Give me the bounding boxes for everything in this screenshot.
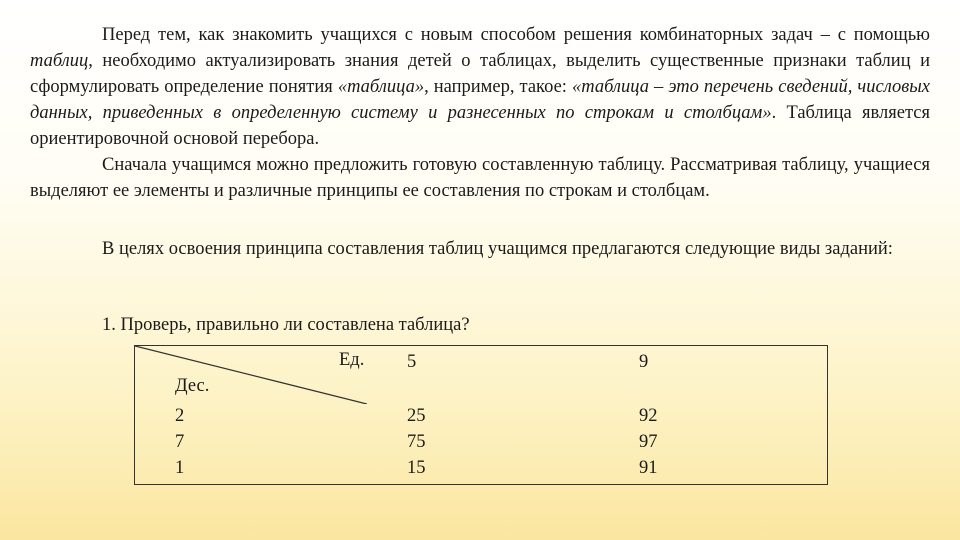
- diagonal-divider: [135, 346, 367, 404]
- table-cell: 75: [407, 432, 426, 452]
- second-paragraph: [30, 152, 930, 204]
- intro-text-3: , необходимо актуализировать знания детей о таблицах, выделить существенные признаки таблиц и сформулировать определение понятия: [30, 51, 930, 97]
- intro-paragraph: [30, 22, 930, 152]
- second-paragraph-text: Сначала учащимся можно предложить готовую составленную таблицу. Рассматривая таблицу, учащиеся выделяют ее элементы и различные принципы ее составления по строкам и столбцам.: [30, 155, 930, 201]
- table-cell: 92: [639, 406, 658, 426]
- intro-text-term: «таблица»: [337, 77, 425, 97]
- digits-table: [134, 345, 828, 485]
- tens-header: Дес.: [175, 376, 210, 396]
- table-cell: 15: [407, 458, 426, 478]
- third-paragraph: [30, 236, 930, 262]
- intro-text-tables: таблиц: [30, 51, 89, 71]
- intro-text-7: . Таблица является ориентировочной основой перебора.: [30, 103, 930, 149]
- column-header-1: 5: [407, 352, 417, 372]
- column-header-2: 9: [639, 352, 649, 372]
- table-cell: 91: [639, 458, 658, 478]
- units-header: Ед.: [339, 350, 365, 370]
- row-label: 7: [175, 432, 185, 452]
- row-label: 2: [175, 406, 185, 426]
- row-label: 1: [175, 458, 185, 478]
- intro-text-1: Перед тем, как знакомить учащихся с новым способом решения комбинаторных задач – с помощью: [102, 25, 930, 45]
- task-text: 1. Проверь, правильно ли составлена таблица?: [102, 315, 470, 335]
- intro-text-definition: «таблица – это перечень сведений, числовых данных, приведенных в определенную систему и разнесенных по строкам и столбцам»: [30, 77, 931, 123]
- third-paragraph-text: В целях освоения принципа составления таблиц учащимся предлагаются следующие виды заданий:: [102, 239, 893, 259]
- table-cell: 97: [639, 432, 658, 452]
- intro-text-5: , например, такое:: [424, 77, 572, 97]
- table-cell: 25: [407, 406, 426, 426]
